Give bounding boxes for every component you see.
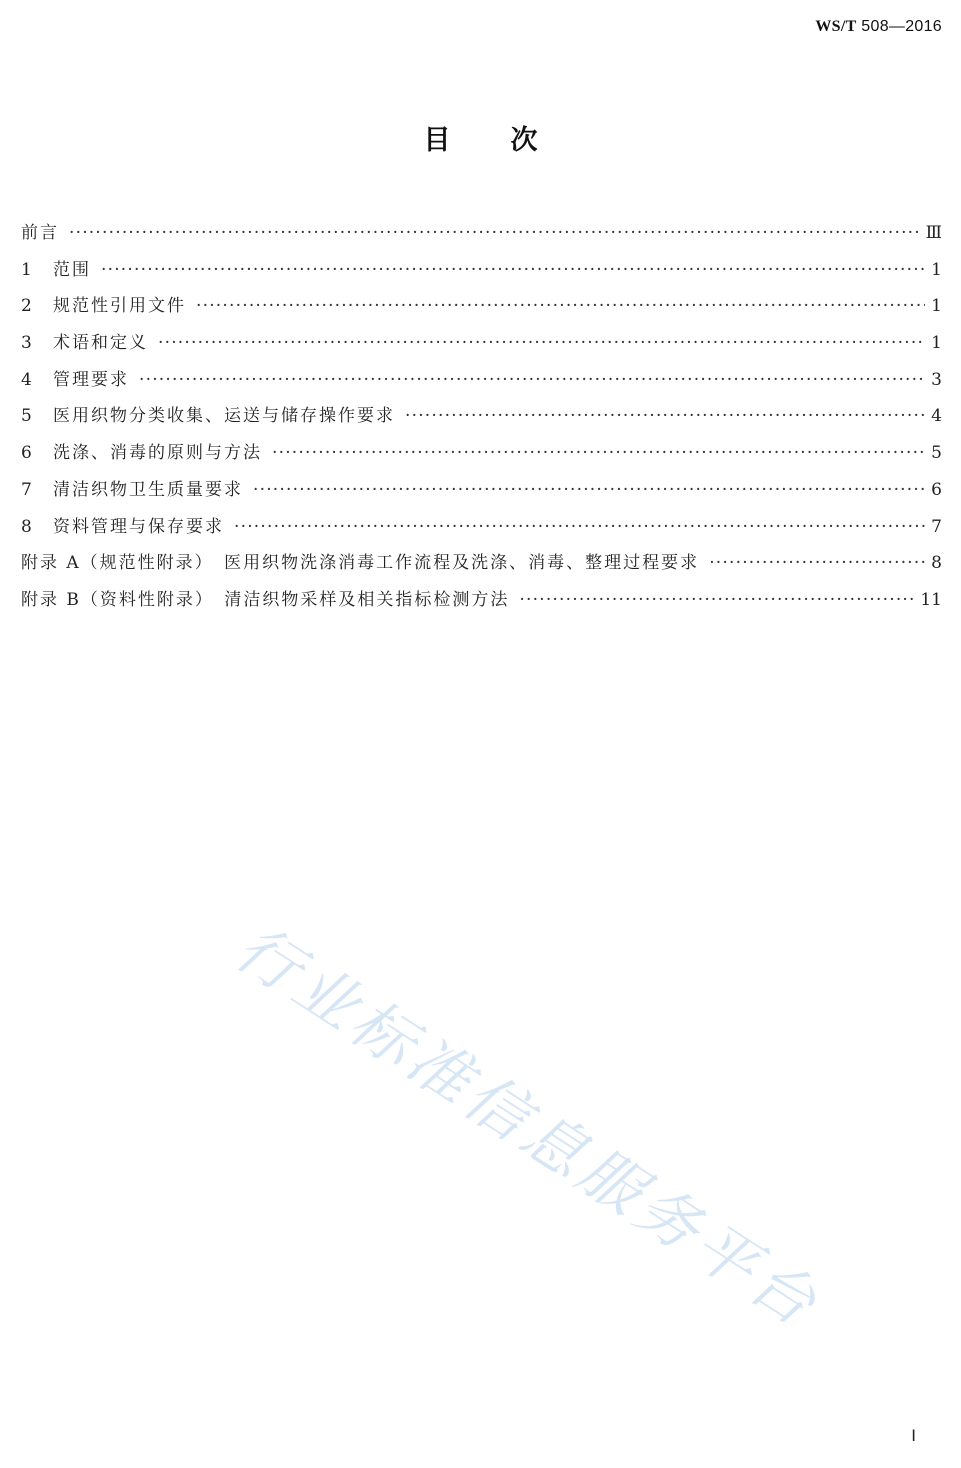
- toc-entry-number: 5: [21, 406, 34, 427]
- toc-entry-6[interactable]: [21, 438, 942, 475]
- toc-entry-2[interactable]: [21, 291, 942, 328]
- page-number: Ⅰ: [911, 1428, 916, 1445]
- toc-entry-number: 3: [21, 333, 34, 354]
- toc-entry-page: 11: [920, 589, 942, 610]
- toc-entry-title: 附录 B（资料性附录） 清洁织物采样及相关指标检测方法: [21, 589, 510, 610]
- toc-entry-page: 3: [931, 369, 942, 390]
- toc-leader-dots: [272, 443, 925, 463]
- toc-leader-dots: [101, 260, 925, 280]
- toc-entry-title: 医用织物分类收集、运送与储存操作要求: [53, 406, 395, 427]
- standard-prefix: WS/T: [815, 18, 857, 35]
- toc-entry-title: 资料管理与保存要求: [53, 516, 224, 537]
- toc-entry-number: 2: [21, 296, 34, 317]
- toc-entry-page: 1: [931, 259, 942, 280]
- toc-leader-dots: [139, 370, 925, 390]
- toc-entry-page: 1: [931, 296, 942, 317]
- toc-leader-dots: [196, 296, 925, 316]
- toc-entry-title: 术语和定义: [53, 333, 148, 354]
- standard-code: [815, 18, 942, 36]
- toc-entry-title: 范围: [53, 259, 91, 280]
- toc-leader-dots: [519, 590, 914, 610]
- toc-leader-dots: [158, 333, 925, 353]
- toc-entry-page: 1: [931, 333, 942, 354]
- toc-entry-title: 附录 A（规范性附录） 医用织物洗涤消毒工作流程及洗涤、消毒、整理过程要求: [21, 553, 700, 574]
- toc-entry-7[interactable]: [21, 475, 942, 512]
- toc-entry-title: 清洁织物卫生质量要求: [53, 479, 243, 500]
- toc-entry-8[interactable]: [21, 512, 942, 549]
- toc-entry-page: 8: [931, 553, 942, 574]
- toc-leader-dots: [405, 406, 925, 426]
- toc-entry-number: 7: [21, 479, 34, 500]
- toc-entry-page: 5: [931, 443, 942, 464]
- toc-leader-dots: [253, 480, 925, 500]
- toc-entry-page: 6: [931, 479, 942, 500]
- toc-entry-page: 4: [931, 406, 942, 427]
- toc-entry-title: 管理要求: [53, 369, 129, 390]
- toc-entry-number: 8: [21, 516, 34, 537]
- standard-number: 508—2016: [861, 18, 942, 35]
- toc-entry-foreword[interactable]: [21, 218, 942, 255]
- watermark: 行业标准信息服务平台: [223, 910, 834, 1343]
- toc-entry-title: 洗涤、消毒的原则与方法: [53, 443, 262, 464]
- toc-entry-appendix-b[interactable]: [21, 585, 942, 622]
- toc-entry-appendix-a[interactable]: [21, 548, 942, 585]
- table-of-contents: [21, 218, 942, 622]
- toc-entry-1[interactable]: [21, 255, 942, 292]
- toc-leader-dots: [709, 553, 925, 573]
- toc-entry-title: 规范性引用文件: [53, 296, 186, 317]
- toc-leader-dots: [69, 223, 920, 243]
- toc-entry-page: Ⅲ: [925, 223, 942, 243]
- toc-entry-title: 前言: [21, 223, 59, 243]
- toc-entry-number: 1: [21, 259, 34, 280]
- toc-entry-3[interactable]: [21, 328, 942, 365]
- toc-entry-number: 4: [21, 369, 34, 390]
- toc-entry-number: 6: [21, 443, 34, 464]
- toc-entry-4[interactable]: [21, 365, 942, 402]
- toc-entry-page: 7: [931, 516, 942, 537]
- page-title: 目次: [423, 125, 598, 156]
- toc-leader-dots: [234, 517, 925, 537]
- toc-entry-5[interactable]: [21, 401, 942, 438]
